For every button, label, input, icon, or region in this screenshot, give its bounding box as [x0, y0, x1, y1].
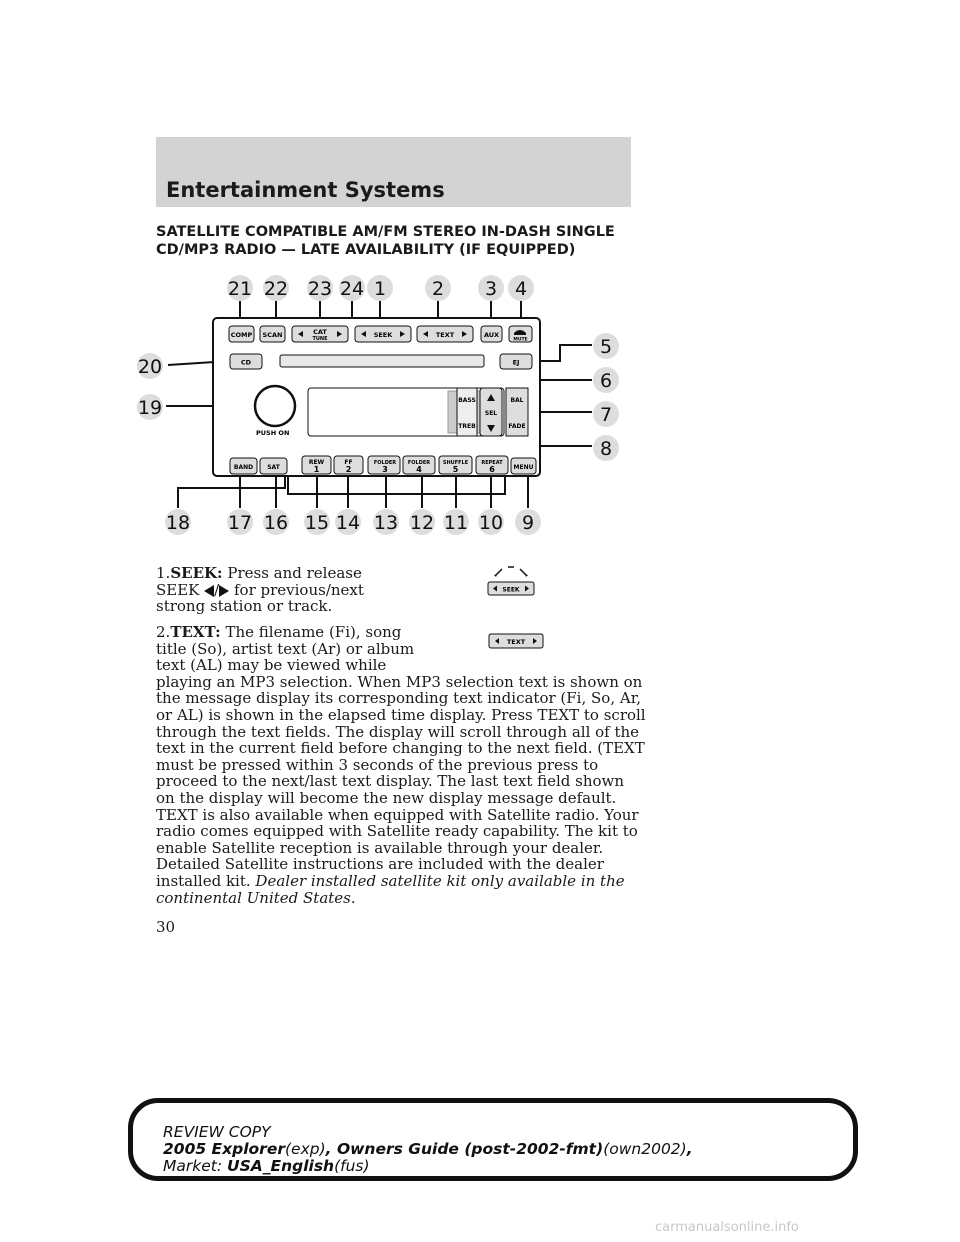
folder-up-label: FOLDER	[407, 460, 431, 466]
svg-text:16: 16	[263, 512, 289, 534]
callout-21	[227, 275, 253, 301]
tune-label: TUNE	[312, 336, 328, 342]
callout-20	[137, 353, 163, 379]
footer-sep-1: ,	[325, 1140, 337, 1158]
item-2-paragraph-1: playing an MP3 selection. When MP3 selection text is shown on the message display its corresponding text indicator (Fi, So, Ar, or AL) is shown in the elapsed time display. Press TEXT to scroll through the text fields. The display will scroll through all of the text in the current field before changing to the next field. (TEXT must be pressed within 3 seconds of the previous press to proceed to the next/last text display. The last text field shown on the display will become the new display message default.	[156, 672, 646, 807]
svg-text:4: 4	[514, 278, 528, 300]
callout-9	[515, 509, 541, 535]
section-title: Entertainment Systems	[166, 178, 445, 202]
text-icon-label: TEXT	[506, 638, 526, 646]
footer-market: USA_English	[226, 1157, 335, 1175]
watermark: carmanualsonline.info	[655, 1220, 799, 1235]
item-2-paragraph-2-italic: Dealer installed satellite kit only available in the continental United States	[156, 871, 625, 907]
seek-right-icon	[219, 585, 229, 597]
callout-2	[425, 275, 451, 301]
footer-guide: Owners Guide (post-2002-fmt)	[336, 1140, 604, 1158]
radio-heading	[156, 223, 656, 259]
preset-6: 6	[489, 465, 495, 474]
callout-10	[478, 509, 504, 535]
callout-18	[165, 509, 191, 535]
item-1-text-b: SEEK	[156, 580, 205, 599]
preset-3: 3	[382, 465, 388, 474]
callout-14	[335, 509, 361, 535]
radio-diagram	[130, 268, 630, 548]
svg-text:3: 3	[484, 278, 498, 300]
preset-4: 4	[416, 465, 422, 474]
bal-label: BAL	[510, 397, 524, 404]
svg-text:20: 20	[137, 356, 163, 378]
item-text	[156, 624, 646, 906]
svg-text:14: 14	[335, 512, 361, 534]
seek-button-icon	[486, 565, 536, 597]
footer-model: 2005 Explorer	[163, 1140, 285, 1158]
treb-label: TREB	[458, 423, 476, 430]
item-1-number: 1.	[156, 564, 171, 582]
footer-sep-2: ,	[686, 1140, 693, 1158]
svg-text:22: 22	[263, 278, 289, 300]
seek-icon-label: SEEK	[502, 586, 520, 594]
item-2-line-2: title (So), artist text (Ar) or album	[156, 639, 415, 658]
callout-17	[227, 509, 253, 535]
repeat-label: REPEAT	[481, 460, 503, 466]
item-1-text-c: for previous/next	[229, 580, 364, 599]
footer-own: (own2002)	[603, 1140, 687, 1158]
sat-button: SAT	[267, 464, 280, 471]
svg-text:17: 17	[227, 512, 253, 534]
mute-label: MUTE	[513, 337, 528, 343]
volume-knob	[255, 386, 295, 426]
callout-19	[137, 394, 163, 420]
svg-text:18: 18	[165, 512, 191, 534]
callout-7	[593, 401, 619, 427]
item-2-line-3: text (AL) may be viewed while	[156, 656, 387, 675]
item-2-paragraph-2-end: .	[350, 888, 356, 907]
svg-text:19: 19	[137, 397, 163, 419]
svg-text:5: 5	[599, 336, 613, 358]
svg-text:7: 7	[599, 404, 613, 426]
page-number: 30	[156, 918, 176, 936]
svg-text:10: 10	[478, 512, 504, 534]
callout-4	[508, 275, 534, 301]
fade-label: FADE	[508, 423, 526, 430]
item-2-paragraph-2	[156, 807, 646, 907]
svg-text:15: 15	[304, 512, 330, 534]
callout-8	[593, 435, 619, 461]
heading-line-1: SATELLITE COMPATIBLE AM/FM STEREO IN-DASH SINGLE	[156, 224, 615, 240]
svg-text:8: 8	[599, 438, 613, 460]
cat-label: CAT	[313, 328, 327, 336]
item-2-paragraph-2-text: TEXT is also available when equipped with Satellite radio. Your radio comes equipped with Satellite ready capability. The kit to enable Satellite reception is available through your dealer. Detailed Satellite instructions are included with the dealer installed kit.	[156, 805, 639, 890]
svg-text:13: 13	[373, 512, 399, 534]
cd-button: CD	[240, 358, 252, 367]
callout-11	[443, 509, 469, 535]
svg-text:1: 1	[373, 278, 387, 300]
callout-15	[304, 509, 330, 535]
item-2-line-1: The filename (Fi), song	[220, 623, 402, 641]
text-button: TEXT	[435, 331, 455, 339]
callout-12	[409, 509, 435, 535]
heading-line-2: CD/MP3 RADIO — LATE AVAILABILITY (IF EQUIPPED)	[156, 242, 576, 258]
shuffle-label: SHUFFLE	[442, 460, 469, 466]
cd-slot	[280, 355, 484, 367]
eject-button: EJ	[512, 358, 520, 367]
preset-2: 2	[345, 465, 352, 474]
item-2-number: 2.	[156, 623, 171, 641]
callout-6	[593, 367, 619, 393]
item-2-title: TEXT:	[170, 623, 221, 641]
push-on-label: PUSH ON	[256, 429, 290, 437]
item-1-slash: /	[214, 580, 220, 599]
svg-text:11: 11	[443, 512, 469, 534]
rew-label: REW	[308, 459, 325, 466]
callout-13	[373, 509, 399, 535]
callout-23	[307, 275, 333, 301]
aux-button: AUX	[483, 331, 500, 339]
folder-down-label: FOLDER	[373, 460, 397, 466]
svg-text:21: 21	[227, 278, 253, 300]
svg-text:23: 23	[307, 278, 333, 300]
svg-text:2: 2	[431, 278, 445, 300]
callout-1	[367, 275, 393, 301]
seek-left-icon	[204, 585, 214, 597]
item-seek	[156, 565, 376, 615]
item-1-title: SEEK:	[170, 564, 223, 582]
review-copy-text	[163, 1124, 693, 1175]
svg-text:24: 24	[339, 278, 365, 300]
sel-label: SEL	[484, 410, 498, 417]
item-1-text-a: Press and release	[222, 564, 362, 582]
preset-1: 1	[313, 465, 320, 474]
callout-22	[263, 275, 289, 301]
menu-button: MENU	[513, 464, 534, 471]
callout-16	[263, 509, 289, 535]
preset-5: 5	[452, 465, 459, 474]
footer-fus: (fus)	[334, 1157, 370, 1175]
footer-market-label: Market:	[163, 1157, 227, 1175]
band-button: BAND	[233, 464, 254, 471]
bass-label: BASS	[458, 397, 476, 404]
callout-5	[593, 333, 619, 359]
review-copy-label: REVIEW COPY	[163, 1123, 271, 1141]
item-1-text-d: strong station or track.	[156, 597, 333, 616]
ff-label: FF	[344, 459, 353, 466]
scan-button: SCAN	[262, 331, 283, 339]
footer-exp: (exp)	[284, 1140, 326, 1158]
comp-button: COMP	[230, 331, 253, 339]
seek-button: SEEK	[373, 331, 393, 339]
callout-24	[339, 275, 365, 301]
svg-text:9: 9	[521, 512, 535, 534]
callout-3	[478, 275, 504, 301]
svg-text:12: 12	[409, 512, 435, 534]
svg-text:6: 6	[599, 370, 613, 392]
